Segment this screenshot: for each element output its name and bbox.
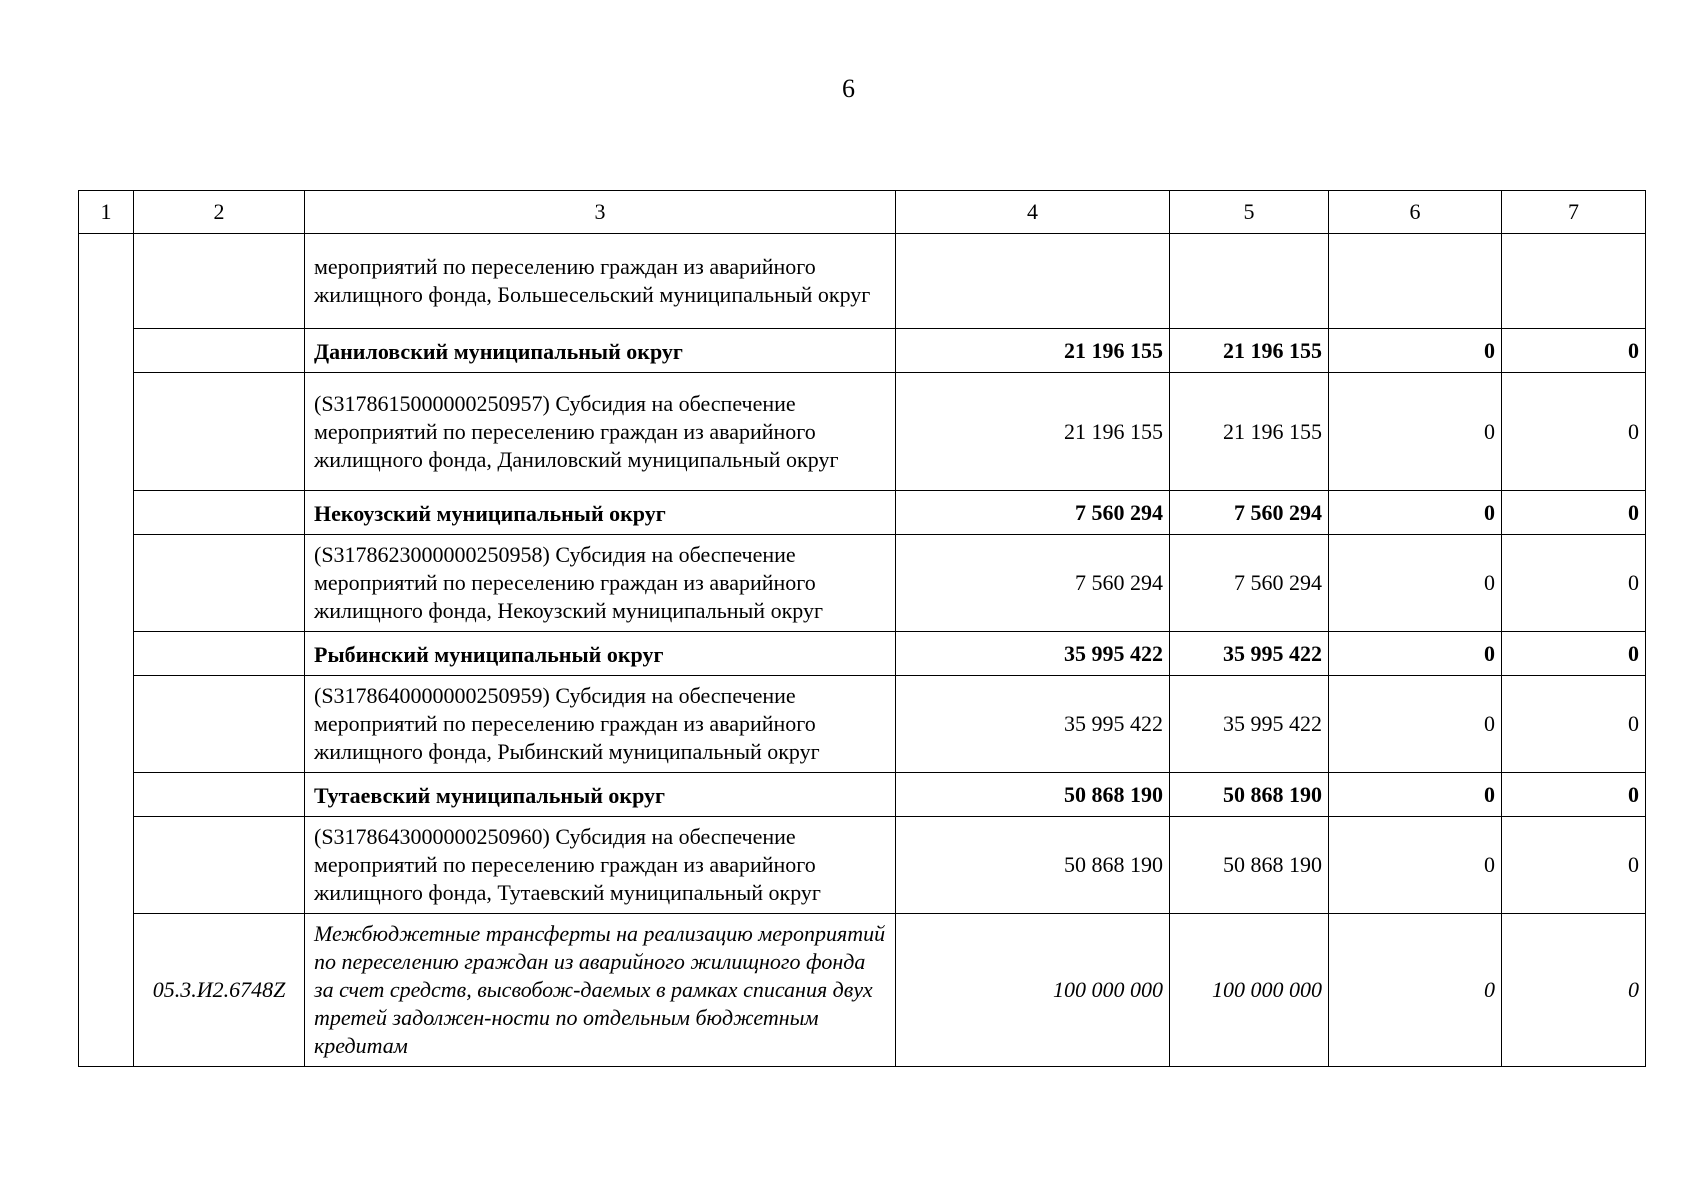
value-col7-cell: 0: [1502, 535, 1646, 632]
value-col5-cell: [1170, 234, 1329, 329]
value-col4-cell: 50 868 190: [896, 817, 1170, 914]
table-row: [79, 914, 1646, 1067]
name-cell: (S3178623000000250958) Субсидия на обеспечение мероприятий по переселению граждан из аварийного жилищного фонда, Некоузский муниципальный округ: [305, 535, 896, 632]
name-cell: Рыбинский муниципальный округ: [305, 632, 896, 676]
table-row: [79, 373, 1646, 491]
value-col5-cell: 7 560 294: [1170, 535, 1329, 632]
value-col7-cell: [1502, 234, 1646, 329]
code-cell: [134, 632, 305, 676]
value-col4-cell: 35 995 422: [896, 676, 1170, 773]
value-col4-cell: 7 560 294: [896, 491, 1170, 535]
code-cell: [134, 817, 305, 914]
table-row: [79, 234, 1646, 329]
code-cell: [134, 373, 305, 491]
value-col5-cell: 7 560 294: [1170, 491, 1329, 535]
value-col7-cell: 0: [1502, 676, 1646, 773]
value-col4-cell: 100 000 000: [896, 914, 1170, 1067]
value-col4-cell: 7 560 294: [896, 535, 1170, 632]
value-col6-cell: 0: [1329, 535, 1502, 632]
value-col6-cell: 0: [1329, 914, 1502, 1067]
value-col6-cell: 0: [1329, 632, 1502, 676]
value-col6-cell: 0: [1329, 491, 1502, 535]
table-row: [79, 535, 1646, 632]
value-col5-cell: 35 995 422: [1170, 676, 1329, 773]
value-col7-cell: 0: [1502, 329, 1646, 373]
column-header: 5: [1170, 191, 1329, 234]
table-row: [79, 329, 1646, 373]
value-col5-cell: 50 868 190: [1170, 817, 1329, 914]
value-col4-cell: 21 196 155: [896, 373, 1170, 491]
value-col4-cell: [896, 234, 1170, 329]
value-col5-cell: 100 000 000: [1170, 914, 1329, 1067]
value-col6-cell: 0: [1329, 373, 1502, 491]
value-col5-cell: 21 196 155: [1170, 329, 1329, 373]
table-row: [79, 773, 1646, 817]
name-cell: мероприятий по переселению граждан из аварийного жилищного фонда, Большесельский муниципальный округ: [305, 234, 896, 329]
name-cell: (S3178640000000250959) Субсидия на обеспечение мероприятий по переселению граждан из аварийного жилищного фонда, Рыбинский муниципальный округ: [305, 676, 896, 773]
table-body: [79, 234, 1646, 1067]
code-cell: [134, 329, 305, 373]
column-header: 4: [896, 191, 1170, 234]
value-col7-cell: 0: [1502, 632, 1646, 676]
column-header: 6: [1329, 191, 1502, 234]
value-col5-cell: 21 196 155: [1170, 373, 1329, 491]
value-col6-cell: [1329, 234, 1502, 329]
value-col4-cell: 35 995 422: [896, 632, 1170, 676]
value-col6-cell: 0: [1329, 817, 1502, 914]
name-cell: (S3178643000000250960) Субсидия на обеспечение мероприятий по переселению граждан из аварийного жилищного фонда, Тутаевский муниципальный округ: [305, 817, 896, 914]
table-row: [79, 491, 1646, 535]
column-header: 3: [305, 191, 896, 234]
code-cell: [134, 491, 305, 535]
name-cell: Даниловский муниципальный округ: [305, 329, 896, 373]
table-header-row: [79, 191, 1646, 234]
code-cell: [134, 535, 305, 632]
code-cell: [134, 234, 305, 329]
column-header: 7: [1502, 191, 1646, 234]
page-number: 6: [842, 74, 855, 103]
code-cell: [134, 676, 305, 773]
table-row: [79, 817, 1646, 914]
table-row: [79, 676, 1646, 773]
value-col4-cell: 21 196 155: [896, 329, 1170, 373]
value-col7-cell: 0: [1502, 373, 1646, 491]
name-cell: Тутаевский муниципальный округ: [305, 773, 896, 817]
value-col7-cell: 0: [1502, 914, 1646, 1067]
value-col5-cell: 50 868 190: [1170, 773, 1329, 817]
code-cell: 05.3.И2.6748Z: [134, 914, 305, 1067]
name-cell: Некоузский муниципальный округ: [305, 491, 896, 535]
value-col6-cell: 0: [1329, 676, 1502, 773]
column-header: 2: [134, 191, 305, 234]
value-col5-cell: 35 995 422: [1170, 632, 1329, 676]
value-col6-cell: 0: [1329, 773, 1502, 817]
column-1-cell: [79, 234, 134, 1067]
column-header: 1: [79, 191, 134, 234]
value-col7-cell: 0: [1502, 817, 1646, 914]
code-cell: [134, 773, 305, 817]
value-col7-cell: 0: [1502, 773, 1646, 817]
value-col7-cell: 0: [1502, 491, 1646, 535]
value-col6-cell: 0: [1329, 329, 1502, 373]
budget-table: [78, 190, 1646, 1067]
name-cell: Межбюджетные трансферты на реализацию мероприятий по переселению граждан из аварийного жилищного фонда за счет средств, высвобож-даемых в рамках списания двух третей задолжен-ности по отдельным бюджетным кредитам: [305, 914, 896, 1067]
name-cell: (S3178615000000250957) Субсидия на обеспечение мероприятий по переселению граждан из аварийного жилищного фонда, Даниловский муниципальный округ: [305, 373, 896, 491]
value-col4-cell: 50 868 190: [896, 773, 1170, 817]
table-row: [79, 632, 1646, 676]
